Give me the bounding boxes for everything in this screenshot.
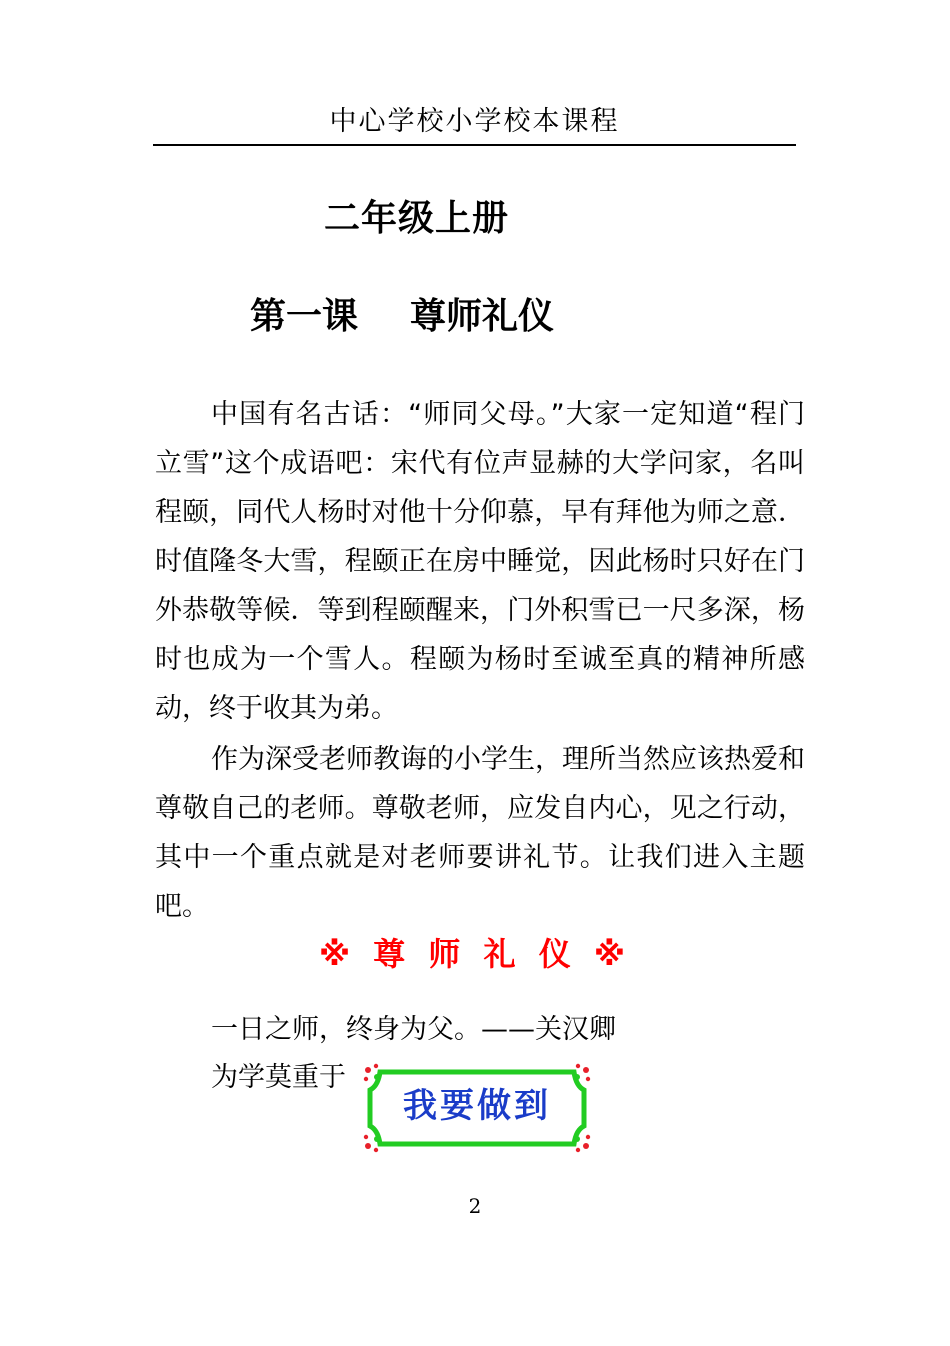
lesson-number: 第一课 — [250, 296, 359, 337]
lesson-title — [250, 294, 554, 340]
lesson-name: 尊师礼仪 — [410, 296, 555, 337]
document-header: 中心学校小学校本课程 — [329, 106, 620, 137]
header-rule — [153, 144, 796, 146]
badge-label: 我要做到 — [403, 1086, 551, 1126]
respect-paragraph: 作为深受老师教诲的小学生，理所当然应该热爱和尊敬自己的老师。尊敬老师，应发自内心，见之行动，其中一个重点就是对老师要讲礼节。让我们进入主题吧。 — [155, 744, 805, 922]
quote-line: 一日之师，终身为父。——关汉卿 — [211, 1014, 616, 1045]
page-number: 2 — [468, 1194, 482, 1218]
quote-line: 为学莫重于 — [211, 1062, 346, 1093]
intro-paragraph: 中国有名古话：“师同父母。”大家一定知道“程门立雪”这个成语吧：宋代有位声显赫的大学问家，名叫程颐，同代人杨时对他十分仰慕，早有拜他为师之意．时值隆冬大雪，程颐正在房中睡觉，因此杨时只好在门外恭敬等候．等到程颐醒来，门外积雪已一尺多深，杨时也成为一个雪人。程颐为杨时至诚至真的精神所感动，终于收其为弟。 — [155, 399, 805, 724]
grade-title: 二年级上册 — [324, 198, 510, 239]
section-title: ※ 尊 师 礼 仪 ※ — [319, 935, 631, 973]
i-will-do-it-badge — [362, 1062, 592, 1154]
